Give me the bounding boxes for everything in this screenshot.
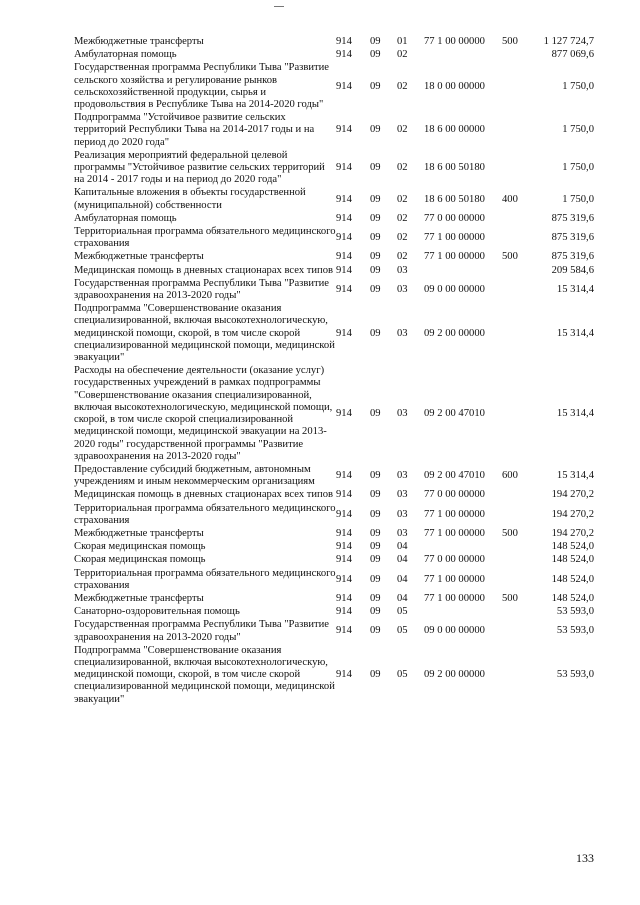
expense-kind	[502, 606, 537, 619]
expense-kind: 500	[502, 592, 518, 604]
table-row	[74, 528, 594, 541]
expense-kind	[502, 226, 537, 251]
table-row	[74, 554, 594, 567]
amount: 53 593,0	[556, 606, 594, 618]
row-name: Государственная программа Республики Тыва "Развитие здравоохранения на 2013-2020 годы"	[74, 277, 330, 302]
subsection-code: 02	[397, 212, 408, 224]
target-article	[424, 49, 502, 62]
amount: 1 750,0	[562, 80, 594, 92]
target-article: 18 0 00 00000	[424, 80, 485, 92]
budget-table-body	[74, 36, 594, 707]
table-row	[74, 112, 594, 150]
expense-kind: 500	[502, 36, 518, 47]
subsection-code: 03	[397, 283, 408, 295]
subsection-code: 02	[397, 49, 408, 61]
row-name: Межбюджетные трансферты	[74, 251, 204, 263]
table-row	[74, 568, 594, 593]
subsection-code: 04	[397, 592, 408, 604]
subsection-code: 02	[397, 124, 408, 136]
ministry-code: 914	[336, 212, 352, 224]
section-code: 09	[370, 283, 381, 295]
amount: 875 319,6	[551, 232, 594, 244]
table-row	[74, 265, 594, 278]
budget-table	[74, 36, 594, 707]
subsection-code: 04	[397, 554, 408, 566]
row-name: Амбулаторная помощь	[74, 212, 177, 224]
table-row	[74, 150, 594, 188]
section-code: 09	[370, 470, 381, 481]
section-code: 09	[370, 232, 381, 244]
amount: 194 270,2	[551, 489, 594, 501]
row-name: Территориальная программа обязательного медицинского страхования	[74, 502, 336, 526]
section-code: 09	[370, 573, 381, 585]
section-code: 09	[370, 592, 381, 604]
row-name: Предоставление субсидий бюджетным, автономным учреждениям и иным некоммерческим организациям	[74, 463, 315, 488]
target-article: 77 1 00 00000	[424, 232, 485, 244]
expense-kind: 600	[502, 470, 518, 481]
section-code: 09	[370, 554, 381, 566]
amount: 15 314,4	[556, 327, 594, 339]
row-name: Скорая медицинская помощь	[74, 554, 206, 566]
table-row	[74, 645, 594, 707]
table-row	[74, 489, 594, 502]
ministry-code: 914	[336, 592, 352, 604]
row-name: Расходы на обеспечение деятельности (оказание услуг) государственных учреждений в рамках подпрограммы "Совершенствование оказания специализированной, включая высокотехнологическую, медицинской помощи, скорой, в том числе скорой специализированной медицинской помощи, медицинской эвакуации на 2013-2020 годы" государственной программы "Развитие здравоохранения на 2013-2020 годы"	[74, 365, 333, 462]
table-row	[74, 606, 594, 619]
target-article: 09 2 00 47010	[424, 470, 485, 481]
ministry-code: 914	[336, 470, 352, 481]
expense-kind	[502, 541, 537, 554]
ministry-code: 914	[336, 162, 352, 174]
ministry-code: 914	[336, 541, 352, 553]
target-article: 18 6 00 00000	[424, 124, 485, 136]
row-name: Государственная программа Республики Тыва "Развитие здравоохранения на 2013-2020 годы"	[74, 619, 330, 643]
section-code: 09	[370, 193, 381, 205]
amount: 148 524,0	[551, 573, 594, 585]
ministry-code: 914	[336, 283, 352, 295]
subsection-code: 02	[397, 162, 408, 174]
expense-kind: 500	[502, 527, 518, 539]
subsection-code: 02	[397, 193, 408, 205]
ministry-code: 914	[336, 124, 352, 136]
ministry-code: 914	[336, 625, 352, 637]
section-code: 09	[370, 36, 381, 47]
target-article: 09 2 00 47010	[424, 407, 485, 419]
ministry-code: 914	[336, 554, 352, 566]
target-article: 09 0 00 00000	[424, 283, 485, 295]
ministry-code: 914	[336, 36, 352, 47]
expense-kind	[502, 303, 537, 365]
table-row	[74, 187, 594, 212]
subsection-code: 05	[397, 669, 408, 681]
target-article: 77 1 00 00000	[424, 592, 485, 604]
subsection-code: 04	[397, 573, 408, 585]
ministry-code: 914	[336, 327, 352, 339]
ministry-code: 914	[336, 669, 352, 681]
table-row	[74, 49, 594, 62]
expense-kind	[502, 62, 537, 112]
expense-kind: 500	[502, 251, 518, 263]
target-article: 77 1 00 00000	[424, 573, 485, 585]
amount: 1 750,0	[562, 124, 594, 136]
expense-kind	[502, 554, 537, 567]
scan-mark	[274, 6, 284, 7]
subsection-code: 02	[397, 80, 408, 92]
ministry-code: 914	[336, 232, 352, 244]
expense-kind	[502, 49, 537, 62]
row-name: Подпрограмма "Устойчивое развитие сельских территорий Республики Тыва на 2014-2017 годы и на период до 2020 года"	[74, 112, 315, 148]
amount: 194 270,2	[551, 508, 594, 520]
ministry-code: 914	[336, 489, 352, 501]
amount: 875 319,6	[551, 251, 594, 263]
expense-kind	[502, 489, 537, 502]
subsection-code: 01	[397, 36, 408, 47]
row-name: Капитальные вложения в объекты государственной (муниципальной) собственности	[74, 187, 306, 211]
target-article: 77 0 00 00000	[424, 489, 485, 501]
subsection-code: 03	[397, 470, 408, 481]
section-code: 09	[370, 508, 381, 520]
amount: 53 593,0	[556, 625, 594, 637]
amount: 148 524,0	[551, 554, 594, 566]
row-name: Реализация мероприятий федеральной целевой программы "Устойчивое развитие сельских территорий на 2014 - 2017 годы и на период до 2020 года"	[74, 149, 325, 186]
expense-kind	[502, 150, 537, 188]
section-code: 09	[370, 407, 381, 419]
amount: 148 524,0	[551, 592, 594, 604]
ministry-code: 914	[336, 407, 352, 419]
row-name: Территориальная программа обязательного медицинского страхования	[74, 567, 336, 591]
subsection-code: 05	[397, 606, 408, 618]
subsection-code: 03	[397, 327, 408, 339]
amount: 1 127 724,7	[543, 36, 594, 47]
table-row	[74, 503, 594, 528]
section-code: 09	[370, 124, 381, 136]
target-article: 09 0 00 00000	[424, 625, 485, 637]
amount: 15 314,4	[556, 470, 594, 481]
subsection-code: 05	[397, 625, 408, 637]
row-name: Санаторно-оздоровительная помощь	[74, 606, 240, 618]
target-article: 18 6 00 50180	[424, 162, 485, 174]
target-article: 77 1 00 00000	[424, 251, 485, 263]
amount: 209 584,6	[551, 264, 594, 276]
expense-kind	[502, 213, 537, 226]
row-name: Подпрограмма "Совершенствование оказания специализированной, включая высокотехнологическую, медицинской помощи, скорой, в том числе скорой специализированной медицинской помощи, медицинской эвакуации"	[74, 303, 335, 364]
table-row	[74, 541, 594, 554]
table-row	[74, 36, 594, 49]
amount: 15 314,4	[556, 407, 594, 419]
table-row	[74, 593, 594, 606]
row-name: Скорая медицинская помощь	[74, 541, 206, 553]
target-article: 77 0 00 00000	[424, 554, 485, 566]
amount: 15 314,4	[556, 283, 594, 295]
ministry-code: 914	[336, 251, 352, 263]
table-row	[74, 213, 594, 226]
amount: 1 750,0	[562, 162, 594, 174]
expense-kind	[502, 619, 537, 644]
row-name: Межбюджетные трансферты	[74, 527, 204, 539]
section-code: 09	[370, 489, 381, 501]
target-article: 77 1 00 00000	[424, 508, 485, 520]
subsection-code: 03	[397, 489, 408, 501]
row-name: Медицинская помощь в дневных стационарах всех типов	[74, 489, 334, 501]
section-code: 09	[370, 212, 381, 224]
amount: 148 524,0	[551, 541, 594, 553]
expense-kind	[502, 503, 537, 528]
target-article: 77 1 00 00000	[424, 36, 485, 47]
ministry-code: 914	[336, 508, 352, 520]
target-article	[424, 265, 502, 278]
row-name: Амбулаторная помощь	[74, 49, 177, 61]
table-row	[74, 464, 594, 489]
expense-kind	[502, 365, 537, 464]
section-code: 09	[370, 606, 381, 618]
target-article: 09 2 00 00000	[424, 669, 485, 681]
section-code: 09	[370, 162, 381, 174]
ministry-code: 914	[336, 264, 352, 276]
section-code: 09	[370, 541, 381, 553]
page-number: 133	[576, 851, 594, 865]
row-name: Медицинская помощь в дневных стационарах всех типов	[74, 264, 334, 276]
amount: 1 750,0	[562, 193, 594, 205]
section-code: 09	[370, 251, 381, 263]
row-name: Государственная программа Республики Тыва "Развитие сельского хозяйства и регулирование рынков сельскохозяйственной продукции, сырья и продовольствия в Республике Тыва на 2014-2020 годы"	[74, 62, 330, 111]
ministry-code: 914	[336, 193, 352, 205]
row-name: Межбюджетные трансферты	[74, 36, 204, 47]
section-code: 09	[370, 625, 381, 637]
subsection-code: 02	[397, 232, 408, 244]
table-row	[74, 62, 594, 112]
table-row	[74, 251, 594, 264]
table-row	[74, 619, 594, 644]
row-name: Межбюджетные трансферты	[74, 592, 204, 604]
expense-kind	[502, 645, 537, 707]
subsection-code: 03	[397, 527, 408, 539]
target-article: 18 6 00 50180	[424, 193, 485, 205]
table-row	[74, 226, 594, 251]
ministry-code: 914	[336, 49, 352, 61]
amount: 53 593,0	[556, 669, 594, 681]
subsection-code: 03	[397, 264, 408, 276]
ministry-code: 914	[336, 606, 352, 618]
subsection-code: 02	[397, 251, 408, 263]
section-code: 09	[370, 527, 381, 539]
target-article	[424, 541, 502, 554]
ministry-code: 914	[336, 573, 352, 585]
target-article	[424, 606, 502, 619]
expense-kind: 400	[502, 193, 518, 205]
section-code: 09	[370, 80, 381, 92]
expense-kind	[502, 265, 537, 278]
amount: 194 270,2	[551, 527, 594, 539]
subsection-code: 04	[397, 541, 408, 553]
subsection-code: 03	[397, 407, 408, 419]
subsection-code: 03	[397, 508, 408, 520]
ministry-code: 914	[336, 80, 352, 92]
ministry-code: 914	[336, 527, 352, 539]
amount: 875 319,6	[551, 212, 594, 224]
table-row	[74, 303, 594, 365]
table-row	[74, 278, 594, 303]
table-row	[74, 365, 594, 464]
expense-kind	[502, 568, 537, 593]
section-code: 09	[370, 49, 381, 61]
section-code: 09	[370, 327, 381, 339]
row-name: Территориальная программа обязательного медицинского страхования	[74, 226, 336, 250]
expense-kind	[502, 112, 537, 150]
section-code: 09	[370, 264, 381, 276]
target-article: 77 1 00 00000	[424, 527, 485, 539]
amount: 877 069,6	[551, 49, 594, 61]
target-article: 77 0 00 00000	[424, 212, 485, 224]
expense-kind	[502, 278, 537, 303]
row-name: Подпрограмма "Совершенствование оказания специализированной, включая высокотехнологическую, медицинской помощи, скорой, в том числе скорой специализированной медицинской помощи, медицинской эвакуации"	[74, 644, 335, 705]
target-article: 09 2 00 00000	[424, 327, 485, 339]
section-code: 09	[370, 669, 381, 681]
